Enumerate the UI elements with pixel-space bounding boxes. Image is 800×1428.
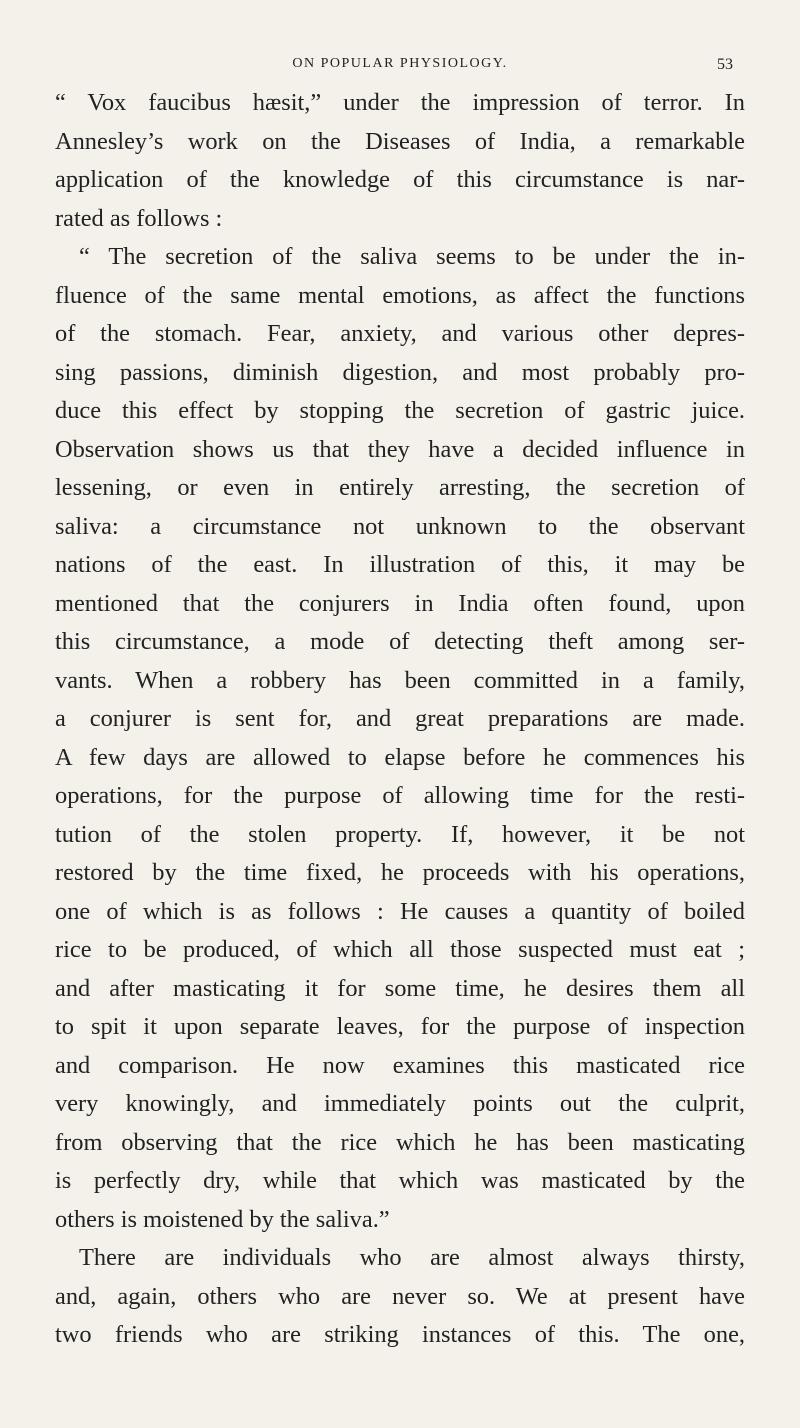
text-line: “ Vox faucibus hæsit,” under the impression of terror. In (55, 89, 745, 116)
text-line: rated as follows : (55, 204, 223, 232)
text-line: very knowingly, and immediately points out the culprit, (55, 1090, 745, 1117)
text-line: two friends who are striking instances of this. The one, (55, 1321, 745, 1348)
text-line: and, again, others who are never so. We at present have (55, 1282, 745, 1310)
text-line: mentioned that the conjurers in India often found, upon (55, 589, 745, 617)
text-line: There are individuals who are almost always thirsty, (79, 1244, 745, 1271)
running-head-title: ON POPULAR PHYSIOLOGY. (292, 56, 508, 71)
text-line: sing passions, diminish digestion, and most probably pro- (55, 358, 745, 386)
text-line: a conjurer is sent for, and great preparations are made. (55, 705, 745, 732)
text-line: one of which is as follows : He causes a quantity of boiled (55, 897, 745, 925)
text-line: to spit it upon separate leaves, for the purpose of inspection (55, 1013, 745, 1040)
text-line: application of the knowledge of this circumstance is nar- (55, 166, 745, 193)
text-line: Annesley’s work on the Diseases of India, a remarkable (55, 127, 745, 155)
text-line: rice to be produced, of which all those suspected must eat ; (55, 936, 745, 963)
text-line: tution of the stolen property. If, however, it be not (55, 820, 745, 848)
text-line: Observation shows us that they have a decided influence in (55, 435, 745, 463)
text-line: and after masticating it for some time, he desires them all (55, 974, 745, 1002)
text-line: vants. When a robbery has been committed in a family, (55, 666, 745, 694)
text-line: is perfectly dry, while that which was masticated by the (55, 1167, 745, 1194)
running-head (55, 56, 745, 80)
text-line: nations of the east. In illustration of this, it may be (55, 551, 745, 578)
text-line: lessening, or even in entirely arresting, the secretion of (55, 474, 745, 501)
text-line: others is moistened by the saliva.” (55, 1205, 390, 1233)
text-line: this circumstance, a mode of detecting theft among ser- (55, 628, 745, 655)
text-line: duce this effect by stopping the secretion of gastric juice. (55, 397, 745, 424)
body-text (55, 84, 745, 1355)
text-line: and comparison. He now examines this masticated rice (55, 1051, 745, 1079)
text-line: A few days are allowed to elapse before he commences his (55, 743, 745, 771)
text-line: of the stomach. Fear, anxiety, and various other depres- (55, 320, 745, 347)
text-line: saliva: a circumstance not unknown to the observant (55, 512, 745, 540)
text-line: restored by the time fixed, he proceeds with his operations, (55, 859, 745, 886)
text-line: from observing that the rice which he has been masticating (55, 1128, 745, 1156)
text-line: “ The secretion of the saliva seems to be under the in- (79, 243, 745, 270)
text-line: fluence of the same mental emotions, as affect the functions (55, 281, 745, 309)
text-line: operations, for the purpose of allowing time for the resti- (55, 782, 745, 809)
page-number: 53 (717, 56, 733, 73)
